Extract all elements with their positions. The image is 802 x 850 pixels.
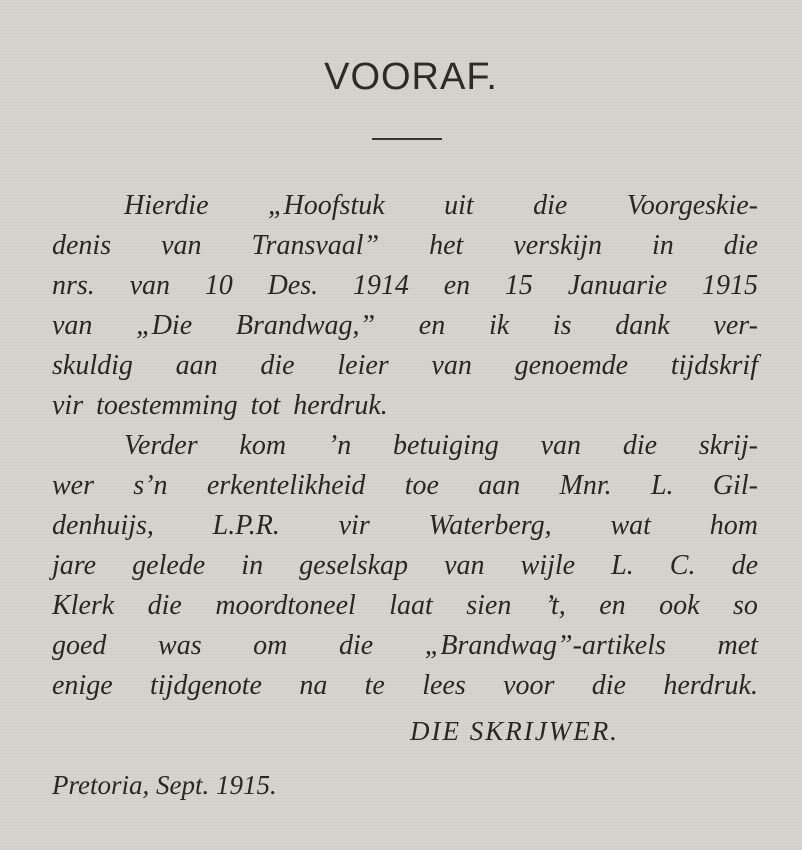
word: voor [503,670,555,701]
word: Januarie [567,270,668,301]
paragraph-1-line-3 [52,266,758,306]
word: verskijn [513,230,602,261]
paragraph-2-line-1 [52,426,758,466]
paragraph-1-line-1 [52,186,758,226]
word: van [540,430,582,461]
word: s’n [133,470,168,501]
word: van [161,230,202,261]
word: herdruk. [663,670,758,701]
word: van [129,270,171,301]
paragraph-2-line-2 [52,466,758,506]
word: wijle [520,550,576,581]
word: Klerk [52,590,115,621]
word: in [651,230,674,261]
word: die [147,590,182,621]
word: 15 [504,270,533,301]
word: so [732,590,758,621]
word: die [260,350,295,381]
word: „Brandwag”-artikels [424,630,666,661]
word: goed [52,630,107,661]
word: laat [389,590,433,621]
word: tijdgenote [149,670,262,701]
word: wat [610,510,651,541]
word: 1914 [352,270,409,301]
word: gelede [132,550,206,581]
paragraph-2-line-6 [52,626,758,666]
word: die [622,430,658,461]
word: is [552,310,572,341]
word: aan [175,350,218,381]
word: en [418,310,446,341]
word: moordtoneel [215,590,356,621]
word: wer [52,470,94,501]
word: ik [488,310,510,341]
word: vir [338,510,370,541]
word: te [364,670,385,701]
word: die [533,190,568,221]
paragraph-2-line-4 [52,546,758,586]
word: Voorgeskie- [626,190,758,221]
word: leier [337,350,389,381]
word: geselskap [299,550,409,581]
word: ’t, [544,590,566,621]
word: Waterberg, [428,510,552,541]
word: die [723,230,758,261]
word: erkentelikheid [206,470,366,501]
page-title: VOORAF. [324,56,498,98]
word: L.P.R. [212,510,280,541]
word: toe [404,470,439,501]
word: „Hoofstuk [267,190,385,221]
word: sien [466,590,512,621]
word: ’n [327,430,352,461]
paragraph-1-line-4 [52,306,758,346]
word: na [299,670,328,701]
word: en [443,270,471,301]
word: het [429,230,464,261]
word: denhuijs, [52,510,154,541]
word: hom [709,510,758,541]
body-text [52,186,758,706]
word: Gil- [712,470,758,501]
word: jare [52,550,97,581]
word: L. [650,470,674,501]
word: genoemde [514,350,629,381]
word: denis [52,230,112,261]
word: Des. [267,270,319,301]
word: in [241,550,264,581]
paragraph-2-line-5 [52,586,758,626]
title-divider [372,138,442,140]
word: Mnr. [559,470,612,501]
word: 10 [204,270,233,301]
signature: DIE SKRIJWER. [410,716,619,746]
paragraph-1-line-6: vir toestemming tot herdruk. [52,390,388,421]
word: lees [422,670,466,701]
word: „Die [136,310,193,341]
word: skuldig [52,350,133,381]
word: om [253,630,288,661]
word: 1915 [702,270,758,301]
paragraph-2-line-3 [52,506,758,546]
paragraph-2-line-7 [52,666,758,706]
word: Brandwag,” [235,310,376,341]
word: nrs. [52,270,95,301]
word: L. [611,550,634,581]
word: van [52,310,93,341]
word: met [717,630,758,661]
word: uit [444,190,474,221]
place-date: Pretoria, Sept. 1915. [52,770,277,800]
word: kom [239,430,287,461]
word: van [444,550,485,581]
word: enige [52,670,113,701]
word: ver- [713,310,758,341]
word: C. [669,550,696,581]
word: tijdskrif [670,350,758,381]
word: ook [659,590,700,621]
word: Hierdie [124,190,209,221]
word: betuiging [393,430,499,461]
word: Transvaal” [251,230,380,261]
word: dank [615,310,670,341]
word: skrij- [698,430,758,461]
paragraph-1-line-5 [52,346,758,386]
word: van [431,350,472,381]
word: de [731,550,758,581]
word: die [591,670,626,701]
word: Verder [124,430,198,461]
word: die [338,630,374,661]
word: aan [478,470,521,501]
paragraph-1-line-2 [52,226,758,266]
word: en [599,590,626,621]
word: was [158,630,202,661]
